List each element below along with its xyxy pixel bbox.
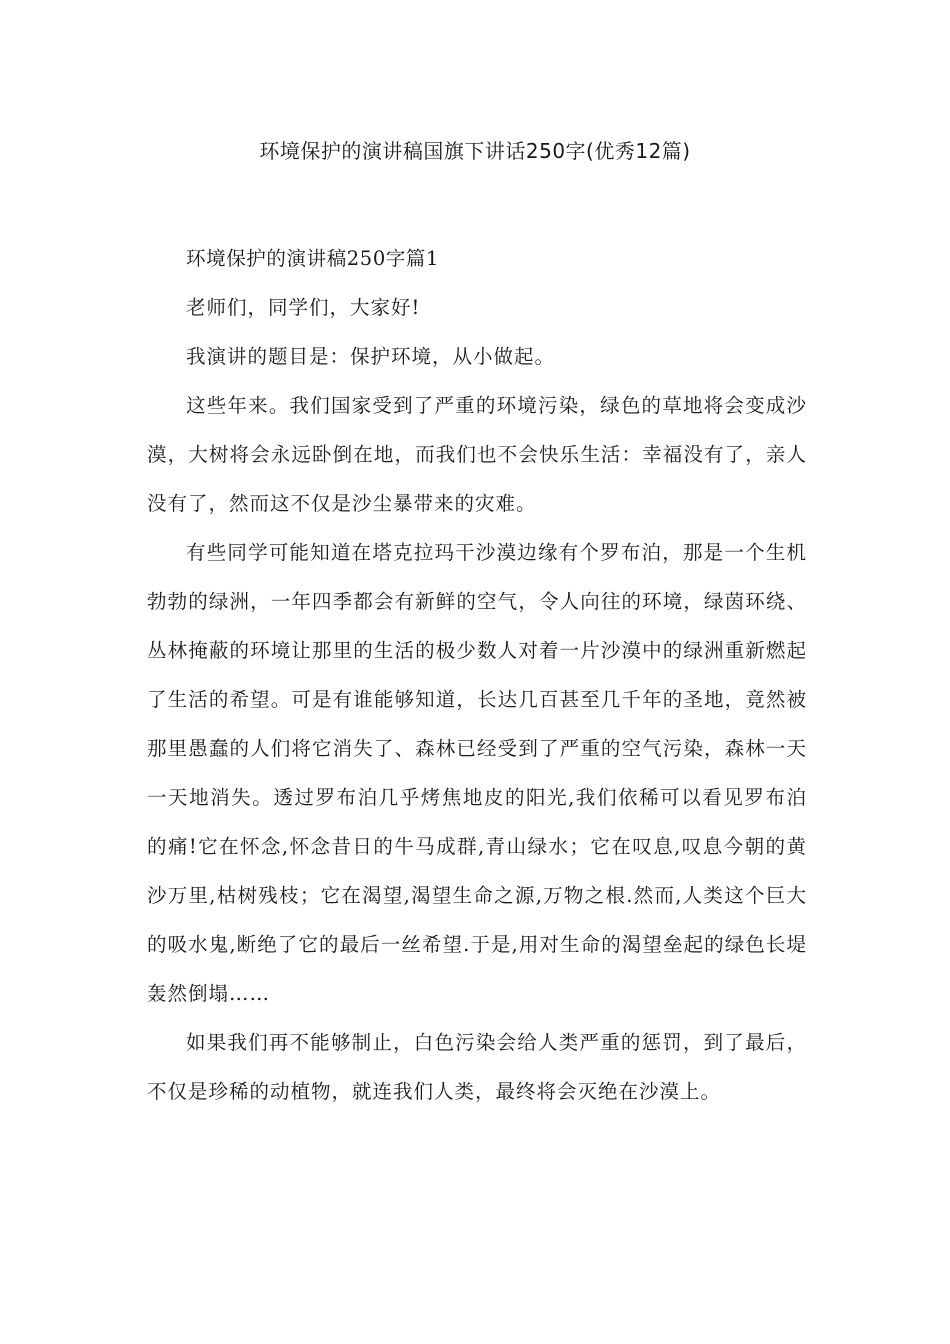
paragraph-warning: 如果我们再不能够制止，白色污染会给人类严重的惩罚，到了最后，不仅是珍稀的动植物，就连我们人类，最终将会灭绝在沙漠上。 xyxy=(147,1031,807,1103)
document-title: 环境保护的演讲稿国旗下讲话250字(优秀12篇) xyxy=(259,139,691,163)
document-body xyxy=(147,234,807,1116)
paragraph-pollution: 这些年来。我们国家受到了严重的环境污染，绿色的草地将会变成沙漠，大树将会永远卧倒在地，而我们也不会快乐生活：幸福没有了，亲人没有了，然而这不仅是沙尘暴带来的灾难。 xyxy=(147,394,807,515)
paragraph-topic: 我演讲的题目是：保护环境，从小做起。 xyxy=(186,345,556,368)
paragraph-lop-nur: 有些同学可能知道在塔克拉玛干沙漠边缘有个罗布泊，那是一个生机勃勃的绿洲，一年四季都会有新鲜的空气，令人向往的环境，绿茵环绕、丛林掩蔽的环境让那里的生活的极少数人对着一片沙漠中的绿洲重新燃起了生活的希望。可是有谁能够知道，长达几百甚至几千年的圣地，竟然被那里愚蠢的人们将它消失了、森林已经受到了严重的空气污染，森林一天一天地消失。透过罗布泊几乎烤焦地皮的阳光,我们依稀可以看见罗布泊的痛!它在怀念,怀念昔日的牛马成群,青山绿水；它在叹息,叹息今朝的黄沙万里,枯树残枝；它在渴望,渴望生命之源,万物之根.然而,人类这个巨大的吸水鬼,断绝了它的最后一丝希望.于是,用对生命的渴望垒起的绿色长堤轰然倒塌…… xyxy=(147,541,807,1005)
section-heading: 环境保护的演讲稿250字篇1 xyxy=(186,247,440,270)
paragraph-greeting: 老师们，同学们，大家好! xyxy=(186,296,421,319)
